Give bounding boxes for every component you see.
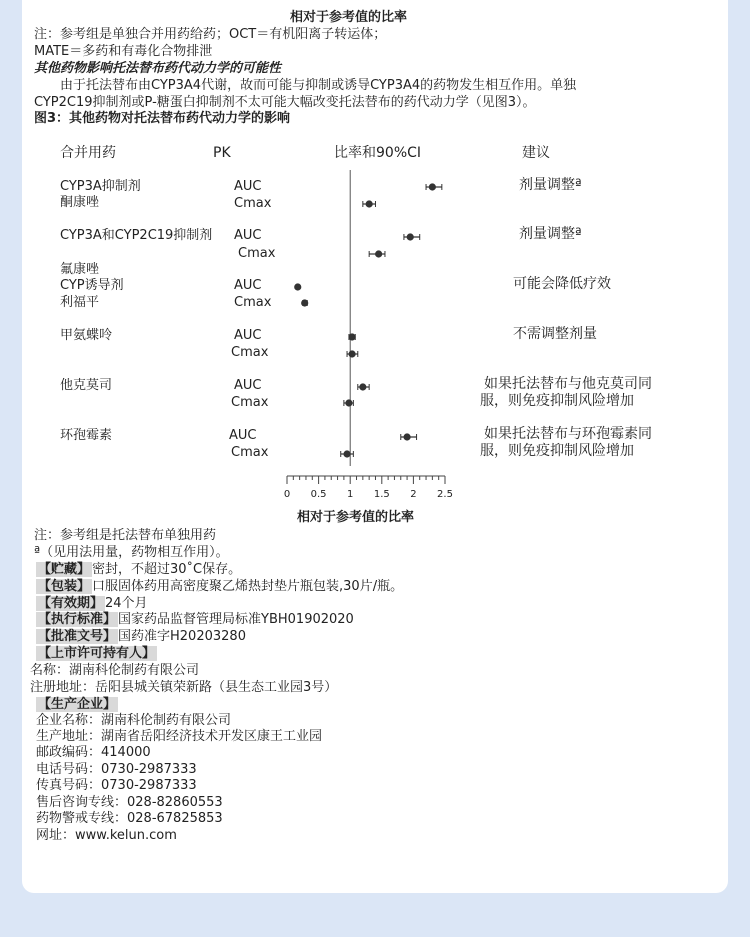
holder-heading: 【上市许可持有人】 [38,646,156,661]
drug-label: 酮康唑 [60,195,100,210]
pk-label: AUC [229,428,257,443]
standard-row [36,612,354,628]
storage-row [36,562,241,578]
holder-row [36,646,157,662]
storage-value: 密封，不超过30˚C保存。 [92,562,242,577]
holder-name: 名称：湖南科伦制药有限公司 [30,663,200,678]
postal-code: 邮政编码：414000 [36,745,151,760]
point-estimate [348,350,355,357]
paragraph-line: CYP2C19抑制剂或P-糖蛋白抑制剂不太可能大幅改变托法替布的药代动力学（见图3）。 [34,95,536,110]
advice-text: 剂量调整ª [519,177,582,193]
pk-label: AUC [234,278,262,293]
advice-text: 如果托法替布与他克莫司同 [484,376,652,392]
approval-heading: 【批准文号】 [38,629,117,644]
drug-label: CYP3A抑制剂 [60,179,141,194]
manufacturer-heading: 【生产企业】 [38,697,117,712]
point-estimate [301,299,308,306]
validity-row [36,596,148,612]
drug-label: 环孢霉素 [60,428,113,443]
validity-heading: 【有效期】 [38,596,104,611]
holder-address: 注册地址：岳阳县城关镇荣新路（县生态工业园3号） [30,680,338,695]
pk-label: Cmax [234,196,272,211]
point-estimate [403,433,410,440]
header-ratio: 比率和90%CI [334,145,422,161]
advice-text: 剂量调整ª [519,226,582,242]
point-estimate [294,283,301,290]
pk-label: Cmax [238,246,276,261]
pk-label: AUC [234,228,262,243]
package-value: 口服固体药用高密度聚乙烯热封垫片瓶包装,30片/瓶。 [92,579,404,594]
approval-value: 国药准字H20203280 [118,629,246,644]
point-estimate [407,233,414,240]
fax-number: 传真号码：0730-2987333 [36,778,197,793]
pk-label: AUC [234,378,262,393]
section-heading: 其他药物影响托法替布药代动力学的可能性 [34,61,282,76]
manufacturer-row [36,697,118,713]
pk-label: Cmax [231,395,269,410]
approval-row [36,629,246,645]
point-estimate [359,383,366,390]
x-tick-label: 0 [283,489,291,500]
note-line: 注：参考组是单独合并用药给药；OCT＝有机阳离子转运体； [34,27,387,42]
advice-text: 服，则免疫抑制风险增加 [480,443,634,459]
point-estimate [375,250,382,257]
figure-caption-top: 相对于参考值的比率 [290,10,408,25]
note-line: ª（见用法用量，药物相互作用）。 [34,545,229,560]
note-line: 注：参考组是托法替布单独用药 [34,528,217,543]
header-pk: PK [213,145,231,161]
point-estimate [345,399,352,406]
phone-number: 电话号码：0730-2987333 [36,762,197,777]
website: 网址：www.kelun.com [36,828,177,843]
drug-label: CYP3A和CYP2C19抑制剂 [60,228,213,243]
pk-label: Cmax [231,445,269,460]
point-estimate [429,183,436,190]
manufacturer-name: 企业名称：湖南科伦制药有限公司 [36,713,232,728]
x-tick-label: 1.5 [373,489,390,500]
drug-label: 他克莫司 [60,378,113,393]
figure-title: 图3：其他药物对托法替布药代动力学的影响 [34,111,291,126]
point-estimate [343,450,350,457]
x-axis-label: 相对于参考值的比率 [297,510,415,525]
validity-value: 24个月 [105,596,148,611]
header-advice: 建议 [522,145,550,161]
advice-text: 可能会降低疗效 [513,276,611,292]
pk-label: Cmax [231,345,269,360]
standard-heading: 【执行标准】 [38,612,117,627]
service-hotline: 售后咨询专线：028-82860553 [36,795,223,810]
storage-heading: 【贮藏】 [38,562,91,577]
manufacturer-address: 生产地址：湖南省岳阳经济技术开发区康王工业园 [36,729,323,744]
x-tick-label: 2 [410,489,417,500]
drug-label: 利福平 [60,295,100,310]
standard-value: 国家药品监督管理局标准YBH01902020 [118,612,354,627]
advice-text: 服，则免疫抑制风险增加 [480,393,634,409]
paragraph-line: 由于托法替布由CYP3A4代谢，故而可能与抑制或诱导CYP3A4的药物发生相互作用。单独 [60,78,577,93]
pk-label: Cmax [234,295,272,310]
x-tick-label: 0.5 [310,489,327,500]
header-drug: 合并用药 [60,145,116,161]
x-tick-label: 1 [347,489,354,500]
point-estimate [366,200,373,207]
x-tick-label: 2.5 [437,489,453,500]
package-row [36,579,403,595]
advice-text: 如果托法替布与环孢霉素同 [484,426,652,442]
note-line: MATE＝多药和有毒化合物排泄 [34,44,213,59]
package-heading: 【包装】 [38,579,91,594]
advice-text: 不需调整剂量 [513,326,597,342]
pk-label: AUC [234,179,262,194]
point-estimate [348,333,355,340]
pharmacovigilance-hotline: 药物警戒专线：028-67825853 [36,811,223,826]
drug-label: 氟康唑 [60,262,100,277]
drug-label: 甲氨蝶呤 [60,328,113,343]
pk-label: AUC [234,328,262,343]
drug-label: CYP诱导剂 [60,278,124,293]
